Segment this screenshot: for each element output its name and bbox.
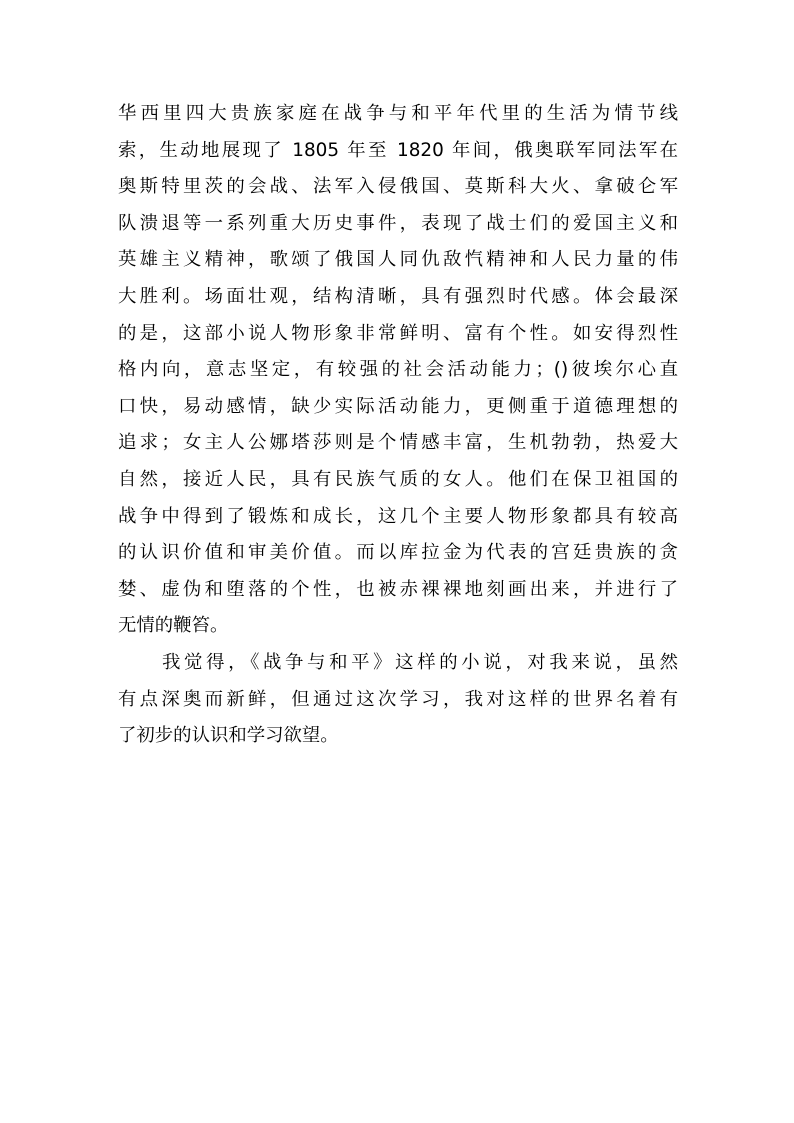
text-line: 队溃退等一系列重大历史事件，表现了战士们的爱国主义和	[118, 212, 678, 234]
text-line: 口快，易动感情，缺少实际活动能力，更侧重于道德理想的	[118, 395, 678, 417]
text-line: 自然，接近人民，具有民族气质的女人。他们在保卫祖国的	[118, 468, 678, 490]
text-line: 格内向，意志坚定，有较强的社会活动能力；()彼埃尔心直	[118, 359, 678, 381]
text-line: 战争中得到了锻炼和成长，这几个主要人物形象都具有较高	[118, 505, 678, 527]
text-line: 的认识价值和审美价值。而以库拉金为代表的宫廷贵族的贪	[118, 542, 678, 564]
text-line: 华西里四大贵族家庭在战争与和平年代里的生活为情节线	[118, 103, 678, 124]
paragraph-end-line: 无情的鞭笞。	[118, 615, 229, 637]
text-line: 追求；女主人公娜塔莎则是个情感丰富，生机勃勃，热爱大	[118, 432, 678, 454]
text-line: 大胜利。场面壮观，结构清晰，具有强烈时代感。体会最深	[118, 285, 678, 307]
paragraph-end-line: 了初步的认识和学习欲望。	[118, 725, 339, 747]
text-line: 英雄主义精神，歌颂了俄国人同仇敌忾精神和人民力量的伟	[118, 249, 678, 271]
text-line: 婪、虚伪和堕落的个性，也被赤裸裸地刻画出来，并进行了	[118, 578, 678, 600]
text-line: 的是，这部小说人物形象非常鲜明、富有个性。如安得烈性	[118, 322, 678, 344]
text-line: 有点深奥而新鲜，但通过这次学习，我对这样的世界名着有	[118, 688, 678, 710]
text-line: 索，生动地展现了 1805 年至 1820 年间，俄奥联军同法军在	[118, 139, 678, 161]
body-text	[118, 96, 678, 755]
text-line: 奥斯特里茨的会战、法军入侵俄国、莫斯科大火、拿破仑军	[118, 176, 678, 198]
paragraph-start-line: 我觉得，《战争与和平》这样的小说，对我来说，虽然	[162, 651, 678, 673]
